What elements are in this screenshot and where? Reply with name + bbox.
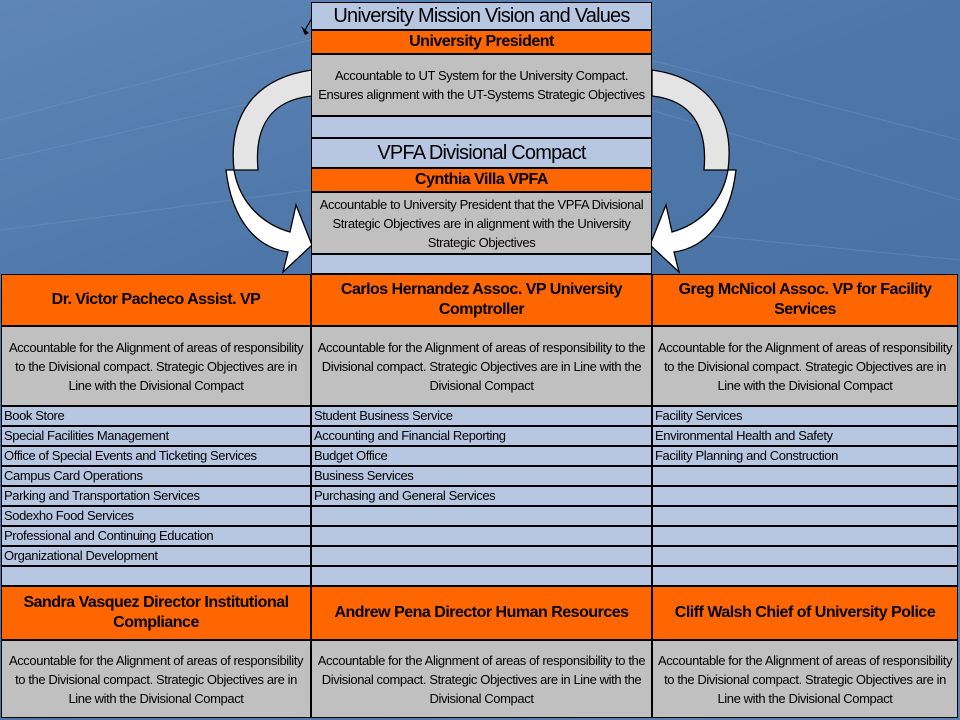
list-item: Book Store	[1, 406, 311, 426]
bottom-head-pena: Andrew Pena Director Human Resources	[311, 586, 652, 640]
president-description: Accountable to UT System for the University Compact. Ensures alignment with the UT-Systems Strategic Objectives	[311, 54, 652, 116]
list-item-empty	[652, 566, 958, 586]
list-item: Purchasing and General Services	[311, 486, 652, 506]
list-item: Sodexho Food Services	[1, 506, 311, 526]
spacer-row	[311, 254, 652, 274]
curved-arrow-left-icon	[226, 70, 312, 272]
list-item: Facility Planning and Construction	[652, 446, 958, 466]
list-item: Environmental Health and Safety	[652, 426, 958, 446]
list-item: Budget Office	[311, 446, 652, 466]
list-item: Professional and Continuing Education	[1, 526, 311, 546]
list-item-empty	[311, 566, 652, 586]
bottom-head-vasquez: Sandra Vasquez Director Institutional Compliance	[1, 586, 311, 640]
list-item-empty	[1, 566, 311, 586]
vpfa-compact-title: VPFA Divisional Compact	[311, 138, 652, 168]
column-head-pacheco: Dr. Victor Pacheco Assist. VP	[1, 274, 311, 326]
curved-arrow-right-icon	[650, 70, 736, 272]
list-item: Accounting and Financial Reporting	[311, 426, 652, 446]
list-item: Facility Services	[652, 406, 958, 426]
list-item-empty	[652, 526, 958, 546]
list-item-empty	[311, 546, 652, 566]
president-title: University President	[311, 30, 652, 54]
list-pacheco	[1, 406, 311, 586]
bottom-description-vasquez: Accountable for the Alignment of areas of responsibility to the Divisional compact. Strategic Objectives are in Line with the Divisional Compact	[1, 640, 311, 718]
list-item-empty	[652, 506, 958, 526]
list-item-empty	[311, 506, 652, 526]
column-description-pacheco: Accountable for the Alignment of areas of responsibility to the Divisional compact. Strategic Objectives are in Line with the Divisional Compact	[1, 326, 311, 406]
list-item: Office of Special Events and Ticketing Services	[1, 446, 311, 466]
vpfa-title: Cynthia Villa VPFA	[311, 168, 652, 192]
list-item-empty	[652, 466, 958, 486]
list-mcnicol	[652, 406, 958, 586]
list-item: Organizational Development	[1, 546, 311, 566]
bottom-description-pena: Accountable for the Alignment of areas of responsibility to the Divisional compact. Strategic Objectives are in Line with the Divisional Compact	[311, 640, 652, 718]
column-head-mcnicol: Greg McNicol Assoc. VP for Facility Services	[652, 274, 958, 326]
list-item: Business Services	[311, 466, 652, 486]
vpfa-description: Accountable to University President that the VPFA Divisional Strategic Objectives are in alignment with the University Strategic Objectives	[311, 192, 652, 254]
list-item-empty	[311, 526, 652, 546]
list-item-empty	[652, 546, 958, 566]
column-head-hernandez: Carlos Hernandez Assoc. VP University Comptroller	[311, 274, 652, 326]
list-item-empty	[652, 486, 958, 506]
list-hernandez	[311, 406, 652, 586]
list-item: Student Business Service	[311, 406, 652, 426]
list-item: Parking and Transportation Services	[1, 486, 311, 506]
spacer-row	[311, 116, 652, 138]
bottom-description-walsh: Accountable for the Alignment of areas of responsibility to the Divisional compact. Strategic Objectives are in Line with the Divisional Compact	[652, 640, 958, 718]
list-item: Special Facilities Management	[1, 426, 311, 446]
mission-title: University Mission Vision and Values	[311, 2, 652, 30]
column-description-mcnicol: Accountable for the Alignment of areas of responsibility to the Divisional compact. Strategic Objectives are in Line with the Divisional Compact	[652, 326, 958, 406]
column-description-hernandez: Accountable for the Alignment of areas of responsibility to the Divisional compact. Strategic Objectives are in Line with the Divisional Compact	[311, 326, 652, 406]
bottom-head-walsh: Cliff Walsh Chief of University Police	[652, 586, 958, 640]
list-item: Campus Card Operations	[1, 466, 311, 486]
